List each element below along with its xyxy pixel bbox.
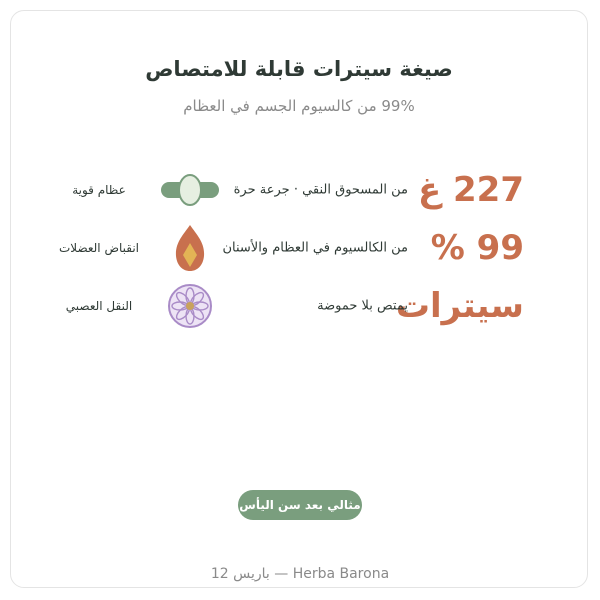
feature-description: من المسحوق النقي · جرعة حرة (233, 182, 408, 198)
footer-text: Herba Barona — باريس 12 (210, 566, 390, 582)
bone-icon (160, 165, 220, 215)
mandala-icon (160, 281, 220, 331)
feature-row-pure-powder (0, 165, 600, 215)
feature-row-citrate (0, 281, 600, 331)
benefit-label: انقباض العضلات (59, 241, 139, 255)
benefit-label: النقل العصبي (65, 299, 133, 313)
feature-value: 227 غ (417, 170, 524, 210)
page-subtitle: 99% من كالسيوم الجسم في العظام (183, 97, 415, 115)
feature-row-bone-calcium (0, 223, 600, 273)
feature-value: سيترات (395, 286, 524, 326)
feature-description: من الكالسيوم في العظام والأسنان (222, 240, 408, 256)
page-title: صيغة سيترات قابلة للامتصاص (145, 57, 453, 81)
menopause-badge: مثالي بعد سن اليأس (238, 490, 362, 520)
feature-value: 99 % (430, 228, 524, 268)
benefit-label: عظام قوية (72, 183, 126, 197)
feature-description: يمتص بلا حموضة (317, 298, 408, 314)
flame-icon (160, 223, 220, 273)
